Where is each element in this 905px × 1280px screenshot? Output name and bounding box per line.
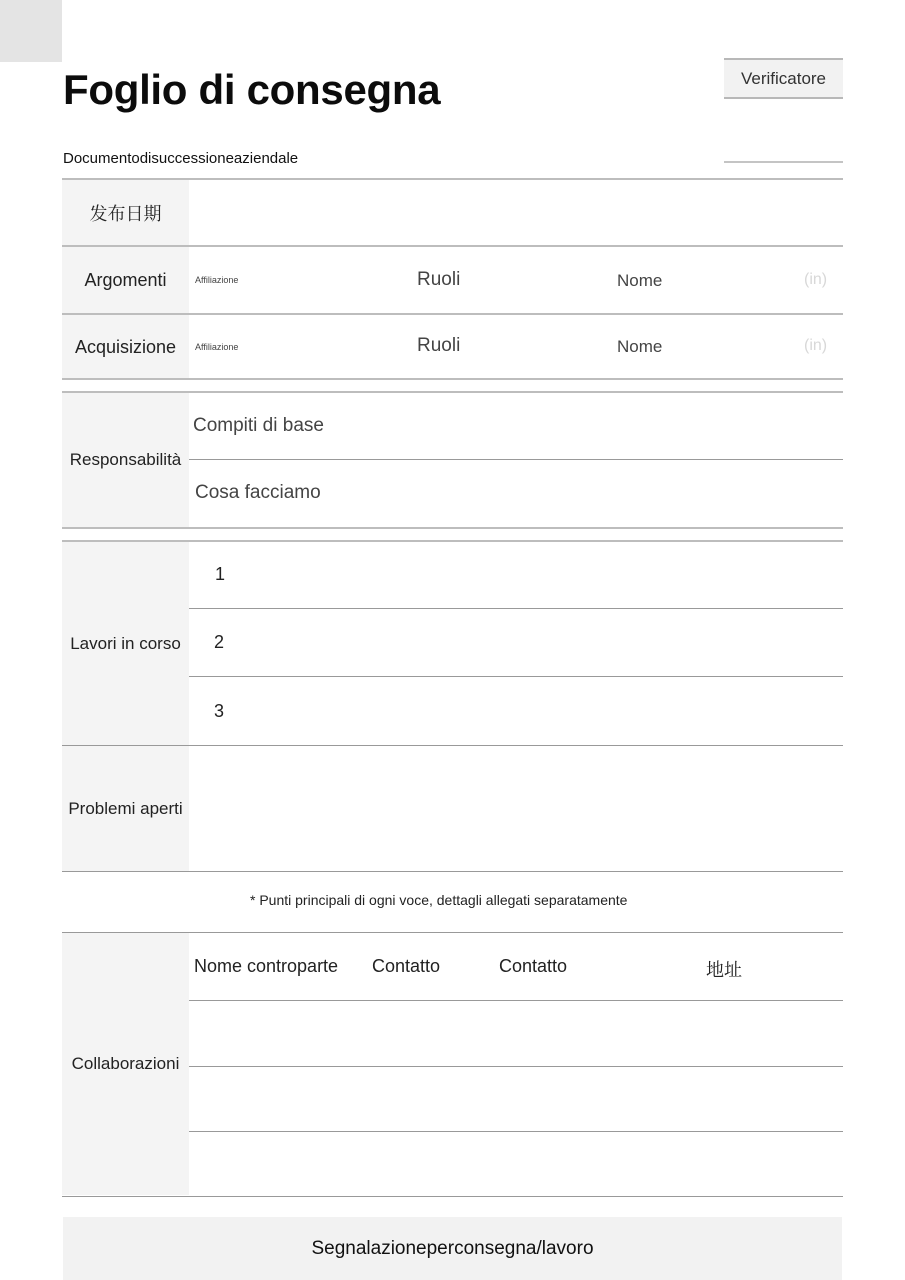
topics-seal: (in) xyxy=(804,271,828,288)
acquisition-label: Acquisizione xyxy=(62,315,189,379)
acquisition-affiliation: Affiliazione xyxy=(195,342,239,352)
acquisition-seal: (in) xyxy=(804,337,828,354)
collaborations-label: Collaborazioni xyxy=(62,933,189,1195)
acquisition-name: Nome xyxy=(617,337,663,356)
divider xyxy=(189,1066,843,1067)
page-subtitle: Documentodisuccessioneaziendale xyxy=(63,150,299,167)
footer-label: Segnalazioneperconsegna/lavoro xyxy=(311,1237,594,1259)
divider xyxy=(189,676,843,677)
divider xyxy=(62,527,843,529)
topics-role: Ruoli xyxy=(417,269,461,290)
verifier-label: Verificatore xyxy=(740,68,827,88)
divider xyxy=(189,459,843,460)
column-header: 地址 xyxy=(706,960,742,980)
note-text: * Punti principali di ogni voce, dettagli allegati separatamente xyxy=(250,892,628,908)
divider xyxy=(62,378,843,380)
corner-tab xyxy=(0,0,62,62)
acquisition-role: Ruoli xyxy=(417,335,461,356)
wip-number: 1 xyxy=(215,564,226,584)
issue-date-label: 发布日期 xyxy=(62,180,189,246)
column-header: Contatto xyxy=(372,956,441,976)
wip-number: 2 xyxy=(214,632,225,652)
divider xyxy=(62,1196,843,1197)
divider xyxy=(189,608,843,609)
divider xyxy=(62,871,843,872)
column-header: Nome controparte xyxy=(194,956,339,976)
topics-label: Argomenti xyxy=(62,247,189,313)
column-header: Contatto xyxy=(499,956,568,976)
page-title: Foglio di consegna xyxy=(63,66,441,113)
topics-name: Nome xyxy=(617,271,663,290)
verifier-signature-line[interactable] xyxy=(724,161,843,163)
responsibilities-label: Responsabilità xyxy=(62,393,189,527)
divider xyxy=(189,1131,843,1132)
footer-bar xyxy=(63,1217,842,1280)
responsibility-item: Cosa facciamo xyxy=(195,482,321,503)
work-in-progress-label: Lavori in corso xyxy=(62,542,189,745)
topics-affiliation: Affiliazione xyxy=(195,275,239,285)
divider xyxy=(189,1000,843,1001)
responsibility-item: Compiti di base xyxy=(193,415,324,436)
wip-number: 3 xyxy=(214,701,225,721)
open-issues-label: Problemi aperti xyxy=(62,746,189,871)
verifier-box xyxy=(724,58,843,99)
